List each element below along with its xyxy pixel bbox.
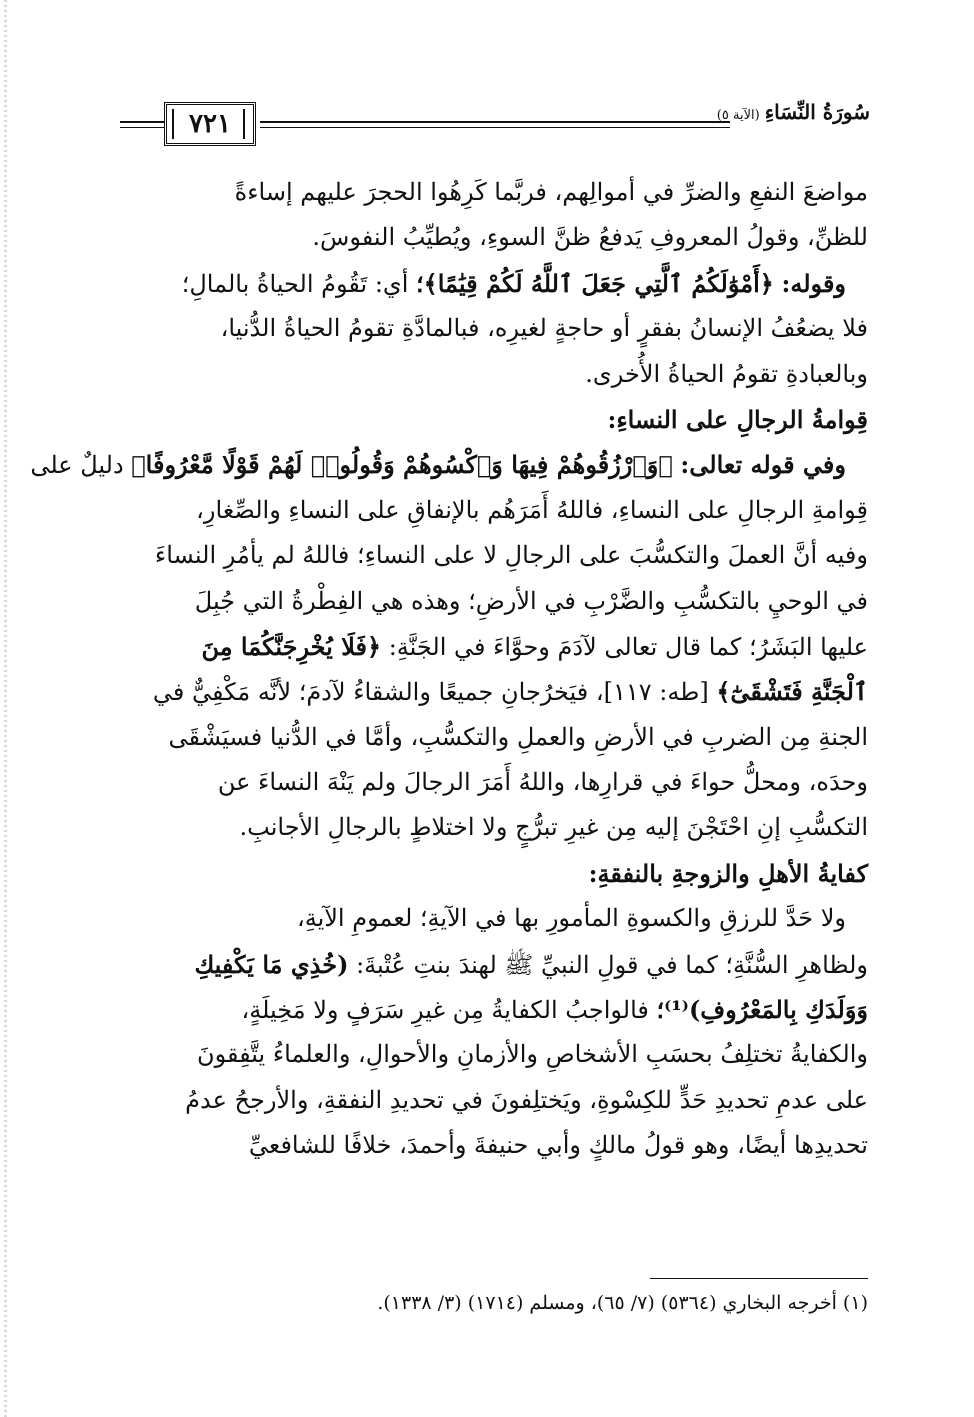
text-line bbox=[120, 306, 868, 351]
line-text: للظنِّ، وقولُ المعروفِ يَدفعُ ظنَّ السوءِ، ويُطيِّبُ النفوسَ. bbox=[312, 223, 868, 252]
section-heading bbox=[120, 851, 868, 896]
header-rule-right-thin bbox=[260, 127, 730, 128]
footnote: (١) أخرجه البخاري (٥٣٦٤) (٧/ ٦٥)، ومسلم (١٧١٤) (٣/ ١٣٣٨). bbox=[377, 1292, 868, 1314]
text-line bbox=[120, 533, 868, 578]
text-line bbox=[120, 261, 868, 306]
header-rule-left bbox=[120, 121, 164, 123]
line-text: وحدَه، ومحلُّ حواءَ في قرارِها، واللهُ أَمَرَ الرجالَ ولم يَنْهَ النساءَ عن bbox=[217, 768, 868, 797]
line-text: ولظاهرِ السُّنَّةِ؛ كما في قولِ النبيِّ ﷺ لهندَ بنتِ عُتْبةَ: bbox=[356, 950, 868, 979]
text-line bbox=[120, 805, 868, 850]
header-rule-left-thin bbox=[120, 127, 164, 128]
quran-verse: وَوَلَدَكِ بِالمَعْرُوفِ)⁽¹⁾؛ bbox=[656, 995, 868, 1025]
line-text: فالواجبُ الكفايةُ مِن غيرِ سَرَفٍ ولا مَخِيلَةٍ، bbox=[241, 996, 649, 1025]
line-text: فلا يضعُفُ الإنسانُ بفقرٍ أو حاجةٍ لغيرِه، فبالمادَّةِ تقومُ الحياةُ الدُّنيا، bbox=[220, 314, 868, 343]
text-line bbox=[120, 352, 868, 397]
line-text: أي: تَقُومُ الحياةُ بالمالِ؛ bbox=[181, 269, 409, 298]
section-heading-text: كفايةُ الأهلِ والزوجةِ بالنفقةِ: bbox=[588, 858, 868, 888]
text-line bbox=[120, 669, 868, 714]
text-line bbox=[120, 579, 868, 624]
line-text: والكفايةُ تختلِفُ بحسَبِ الأشخاصِ والأزمانِ والأحوالِ، والعلماءُ يتَّفِقونَ bbox=[196, 1040, 868, 1069]
quran-verse: ﴿أَمْوَٰلَكُمُ ٱلَّتِي جَعَلَ ٱللَّهُ لَكُمْ قِيَٰمًا﴾؛ bbox=[416, 268, 774, 298]
line-text: قِوامةِ الرجالِ على النساءِ، فاللهُ أَمَرَهُم بالإنفاقِ على النساءِ والصِّغارِ، bbox=[196, 495, 868, 524]
section-heading-text: قِوامةُ الرجالِ على النساءِ: bbox=[607, 404, 868, 434]
surah-title bbox=[716, 100, 870, 140]
line-text: مواضعَ النفعِ والضرِّ في أموالِهم، فربَّما كَرِهُوا الحجرَ عليهم إساءةً bbox=[234, 178, 868, 206]
text-line bbox=[120, 942, 868, 987]
text-line bbox=[120, 1032, 868, 1077]
line-text: وبالعبادةِ تقومُ الحياةُ الأُخرى. bbox=[585, 359, 868, 388]
lead-phrase: وقوله: bbox=[781, 268, 846, 298]
text-line bbox=[120, 760, 868, 805]
page-number-text: ٧٢١ bbox=[189, 109, 231, 139]
text-line bbox=[120, 215, 868, 260]
header-rule-right bbox=[260, 121, 730, 123]
surah-name: سُورَةُ النِّسَاءِ bbox=[764, 100, 870, 124]
line-text: [طه: ١١٧]، فيَخرُجانِ جميعًا والشقاءُ لآدمَ؛ لأنَّه مَكْفِيٌّ في bbox=[152, 678, 709, 707]
text-line bbox=[120, 715, 868, 760]
text-line bbox=[120, 1078, 868, 1123]
body-text bbox=[30, 170, 868, 1169]
line-text: تحديدِها أيضًا، وهو قولُ مالكٍ وأبي حنيفةَ وأحمدَ، خلافًا للشافعيِّ bbox=[248, 1131, 868, 1160]
quran-verse: ﴿وَٱرْزُقُوهُمْ فِيهَا وَٱكْسُوهُمْ وَقُولُوا۟ لَهُمْ قَوْلًا مَّعْرُوفًا﴾ bbox=[131, 450, 673, 480]
line-text: وفيه أنَّ العملَ والتكسُّبَ على الرجالِ لا على النساءِ؛ فاللهُ لم يأمُرِ النساءَ bbox=[154, 541, 868, 570]
line-text: الجنةِ مِن الضربِ في الأرضِ والعملِ والتكسُّبِ، وأمَّا في الدُّنيا فسيَشْقَى bbox=[168, 722, 868, 751]
quran-verse: ٱلْجَنَّةِ فَتَشْقَىٰٓ﴾ bbox=[716, 677, 868, 707]
line-text: عليها البَشَرُ؛ كما قال تعالى لآدَمَ وحوَّاءَ في الجَنَّةِ: bbox=[388, 632, 868, 661]
text-line bbox=[120, 170, 868, 215]
section-heading bbox=[120, 397, 868, 442]
text-line bbox=[120, 1123, 868, 1168]
line-text: في الوحيِ بالتكسُّبِ والضَّرْبِ في الأرضِ؛ وهذه هي الفِطْرةُ التي جُبِلَ bbox=[194, 586, 868, 615]
page-header bbox=[120, 100, 870, 152]
lead-phrase: وفي قوله تعالى: bbox=[680, 450, 846, 480]
line-text: ولا حَدَّ للرزقِ والكسوةِ المأمورِ بها في الآيةِ؛ لعمومِ الآيةِ، bbox=[296, 904, 846, 933]
text-line bbox=[120, 624, 868, 669]
quran-verse: ﴿فَلَا يُخْرِجَنَّكُمَا مِنَ bbox=[201, 631, 382, 661]
text-line bbox=[30, 442, 868, 487]
text-line bbox=[120, 896, 868, 941]
quran-verse: (خُذِي مَا يَكْفِيكِ bbox=[194, 949, 349, 979]
scan-edge bbox=[4, 0, 7, 1417]
line-text: دليلٌ على bbox=[30, 451, 124, 480]
text-line bbox=[120, 987, 868, 1032]
ayah-label: (الآية ٥) bbox=[716, 108, 760, 123]
footnote-separator bbox=[650, 1278, 868, 1279]
text-line bbox=[120, 488, 868, 533]
page-number bbox=[164, 102, 256, 146]
line-text: على عدمِ تحديدِ حَدٍّ للكِسْوةِ، ويَختلِفونَ في تحديدِ النفقةِ، والأرجحُ عدمُ bbox=[185, 1085, 868, 1114]
line-text: التكسُّبِ إنِ احْتَجْنَ إليه مِن غيرِ تبرُّجٍ ولا اختلاطٍ بالرجالِ الأجانبِ. bbox=[239, 813, 868, 842]
